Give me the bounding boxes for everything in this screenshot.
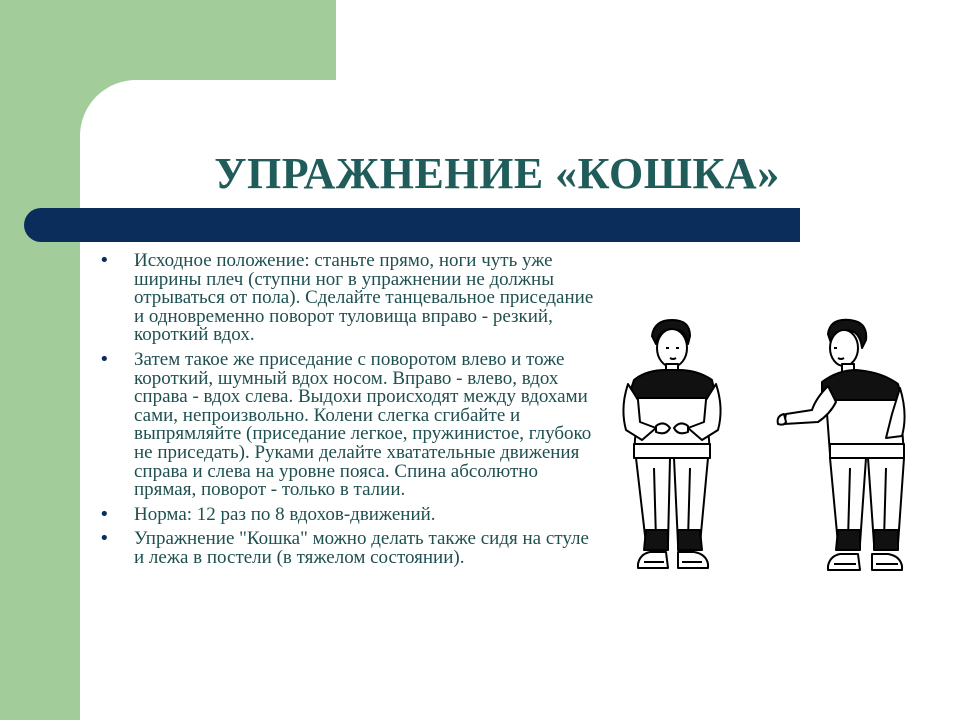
bullet-dot-icon: • bbox=[99, 348, 110, 370]
bullet-item bbox=[96, 530, 596, 567]
front-figure bbox=[623, 320, 720, 568]
title-underline-bar bbox=[24, 208, 800, 242]
exercise-illustration bbox=[616, 318, 922, 590]
bullet-text: Затем такое же приседание с поворотом влево и тоже короткий, шумный вдох носом. Вправо - влево, вдох справа - вдох слева. Выдохи происходят между вдохами сами, непроизвольно. Колени слегка сгибайте и выпрямляйте (приседание легкое, пружинистое, глубоко не приседать). Руками делайте хватательные движения справа и слева на уровне пояса. Спина абсолютно прямая, поворот - только в талии. bbox=[134, 348, 592, 501]
slide-title: УПРАЖНЕНИЕ «КОШКА» bbox=[214, 149, 780, 198]
bullet-dot-icon: • bbox=[99, 250, 110, 271]
bullet-item bbox=[96, 503, 596, 525]
bullet-text: Упражнение "Кошка" можно делать также сидя на стуле и лежа в постели (в тяжелом состоянии). bbox=[134, 528, 589, 568]
bullet-dot-icon: • bbox=[99, 528, 110, 550]
bullet-text: Норма: 12 раз по 8 вдохов-движений. bbox=[134, 503, 436, 525]
bullet-text: Исходное положение: станьте прямо, ноги чуть уже ширины плеч (ступни ног в упражнении не должны отрываться от пола). Сделайте танцевальное приседание и одновременно поворот туловища вправо - резкий, короткий вдох. bbox=[134, 250, 594, 346]
bullet-dot-icon: • bbox=[99, 503, 110, 525]
bullet-list bbox=[96, 252, 596, 574]
bullet-item bbox=[96, 348, 596, 501]
side-figure bbox=[778, 320, 905, 570]
bullet-item bbox=[96, 252, 596, 345]
